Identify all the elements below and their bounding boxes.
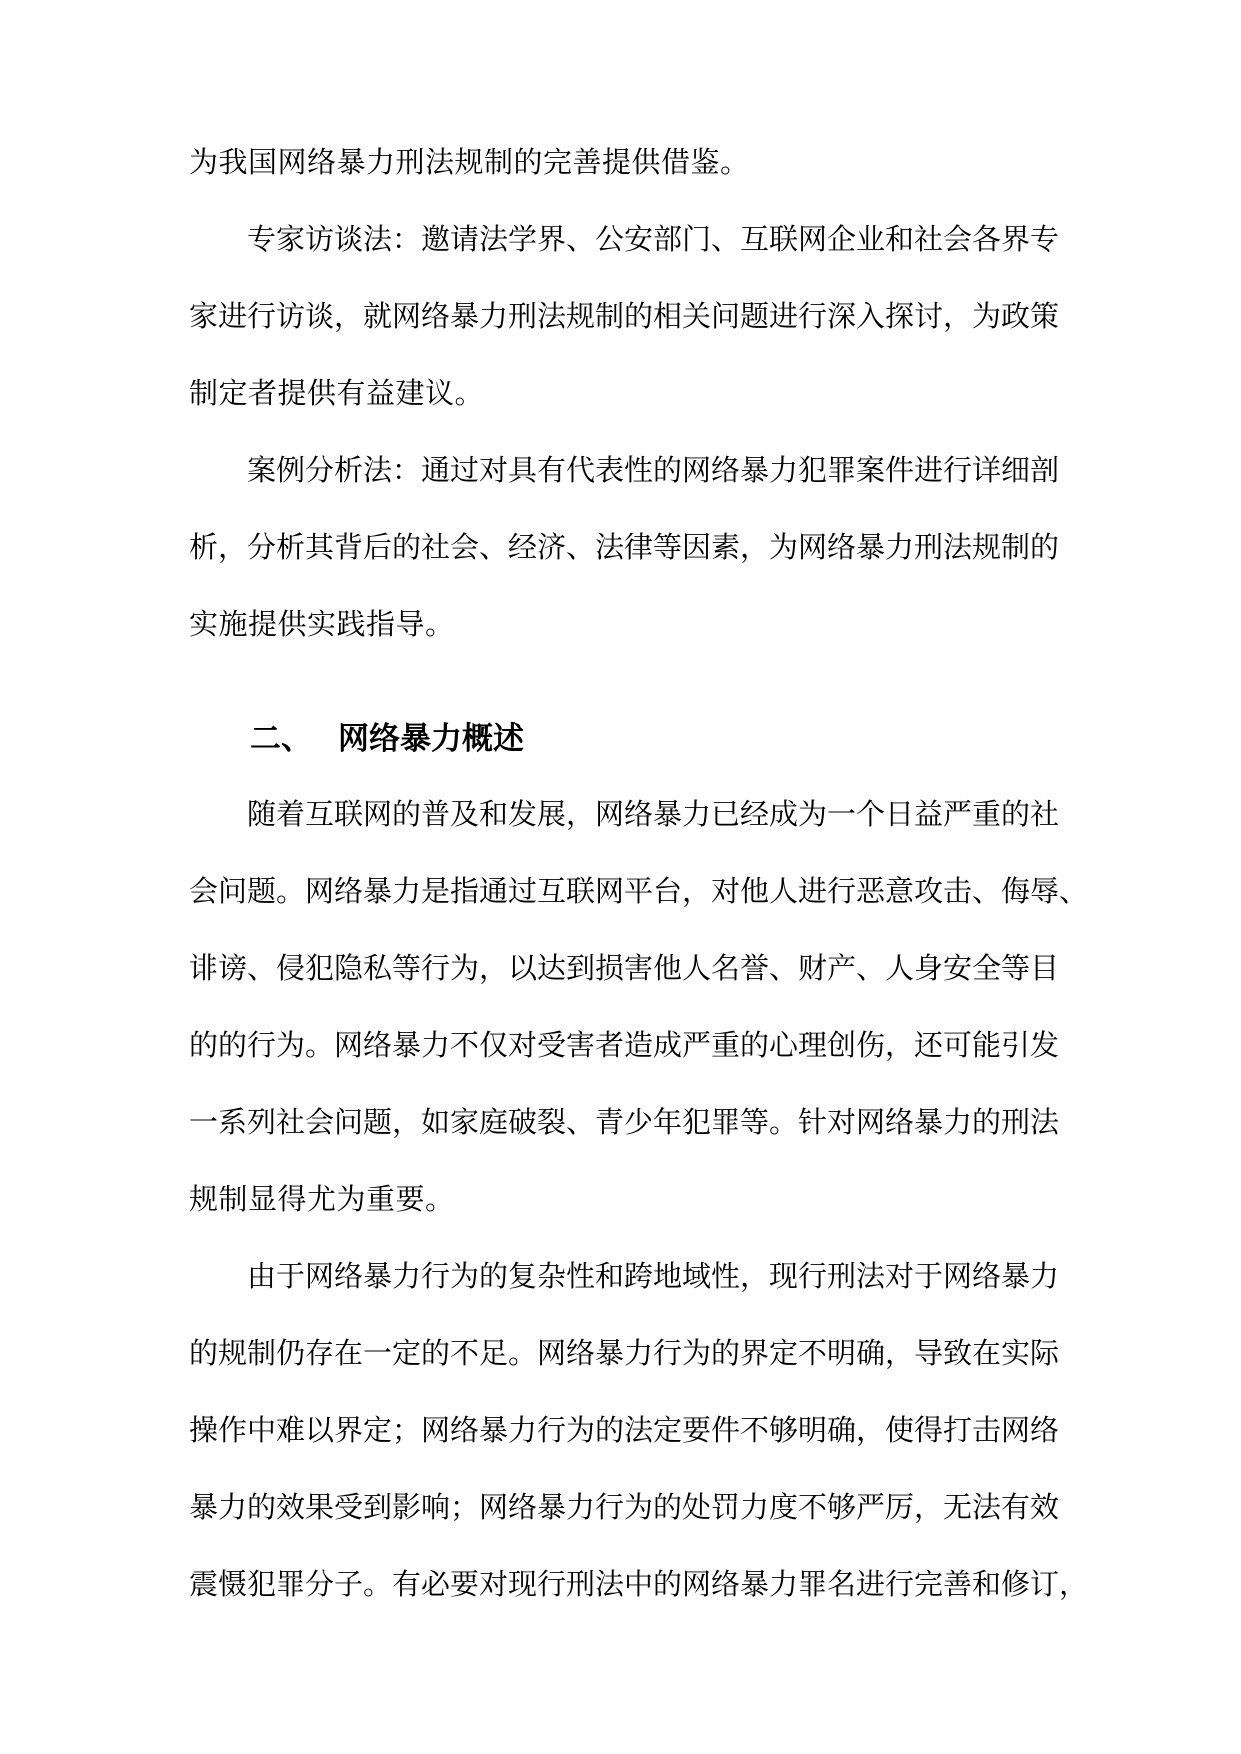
- paragraph-line: 专家访谈法：邀请法学界、公安部门、互联网企业和社会各界专: [247, 222, 1060, 256]
- paragraph-line: 实施提供实践指导。: [189, 607, 455, 641]
- paragraph-line: 随着互联网的普及和发展，网络暴力已经成为一个日益严重的社: [247, 797, 1060, 831]
- paragraph-line: 案例分析法：通过对具有代表性的网络暴力犯罪案件进行详细剖: [247, 453, 1060, 487]
- paragraph-line: 会问题。网络暴力是指通过互联网平台，对他人进行恶意攻击、侮辱、: [189, 874, 1089, 908]
- paragraph-line: 的的行为。网络暴力不仅对受害者造成严重的心理创伤，还可能引发: [189, 1028, 1060, 1062]
- section-title: 网络暴力概述: [338, 721, 524, 757]
- paragraph-line: 暴力的效果受到影响；网络暴力行为的处罚力度不够严厉，无法有效: [189, 1490, 1060, 1524]
- paragraph-line: 震慑犯罪分子。有必要对现行刑法中的网络暴力罪名进行完善和修订，: [189, 1567, 1089, 1601]
- paragraph-line: 一系列社会问题，如家庭破裂、青少年犯罪等。针对网络暴力的刑法: [189, 1105, 1060, 1139]
- paragraph-line: 操作中难以界定；网络暴力行为的法定要件不够明确，使得打击网络: [189, 1413, 1060, 1447]
- paragraph-line: 的规制仍存在一定的不足。网络暴力行为的界定不明确，导致在实际: [189, 1336, 1060, 1370]
- paragraph-line: 制定者提供有益建议。: [189, 376, 485, 410]
- section-heading: [250, 717, 524, 761]
- section-number: 二、: [250, 721, 312, 757]
- paragraph-line: 由于网络暴力行为的复杂性和跨地域性，现行刑法对于网络暴力: [247, 1259, 1060, 1293]
- paragraph-line: 析，分析其背后的社会、经济、法律等因素，为网络暴力刑法规制的: [189, 530, 1060, 564]
- paragraph-line: 家进行访谈，就网络暴力刑法规制的相关问题进行深入探讨，为政策: [189, 299, 1060, 333]
- paragraph-line: 为我国网络暴力刑法规制的完善提供借鉴。: [189, 145, 750, 179]
- paragraph-line: 诽谤、侵犯隐私等行为，以达到损害他人名誉、财产、人身安全等目: [189, 951, 1060, 985]
- paragraph-line: 规制显得尤为重要。: [189, 1182, 455, 1216]
